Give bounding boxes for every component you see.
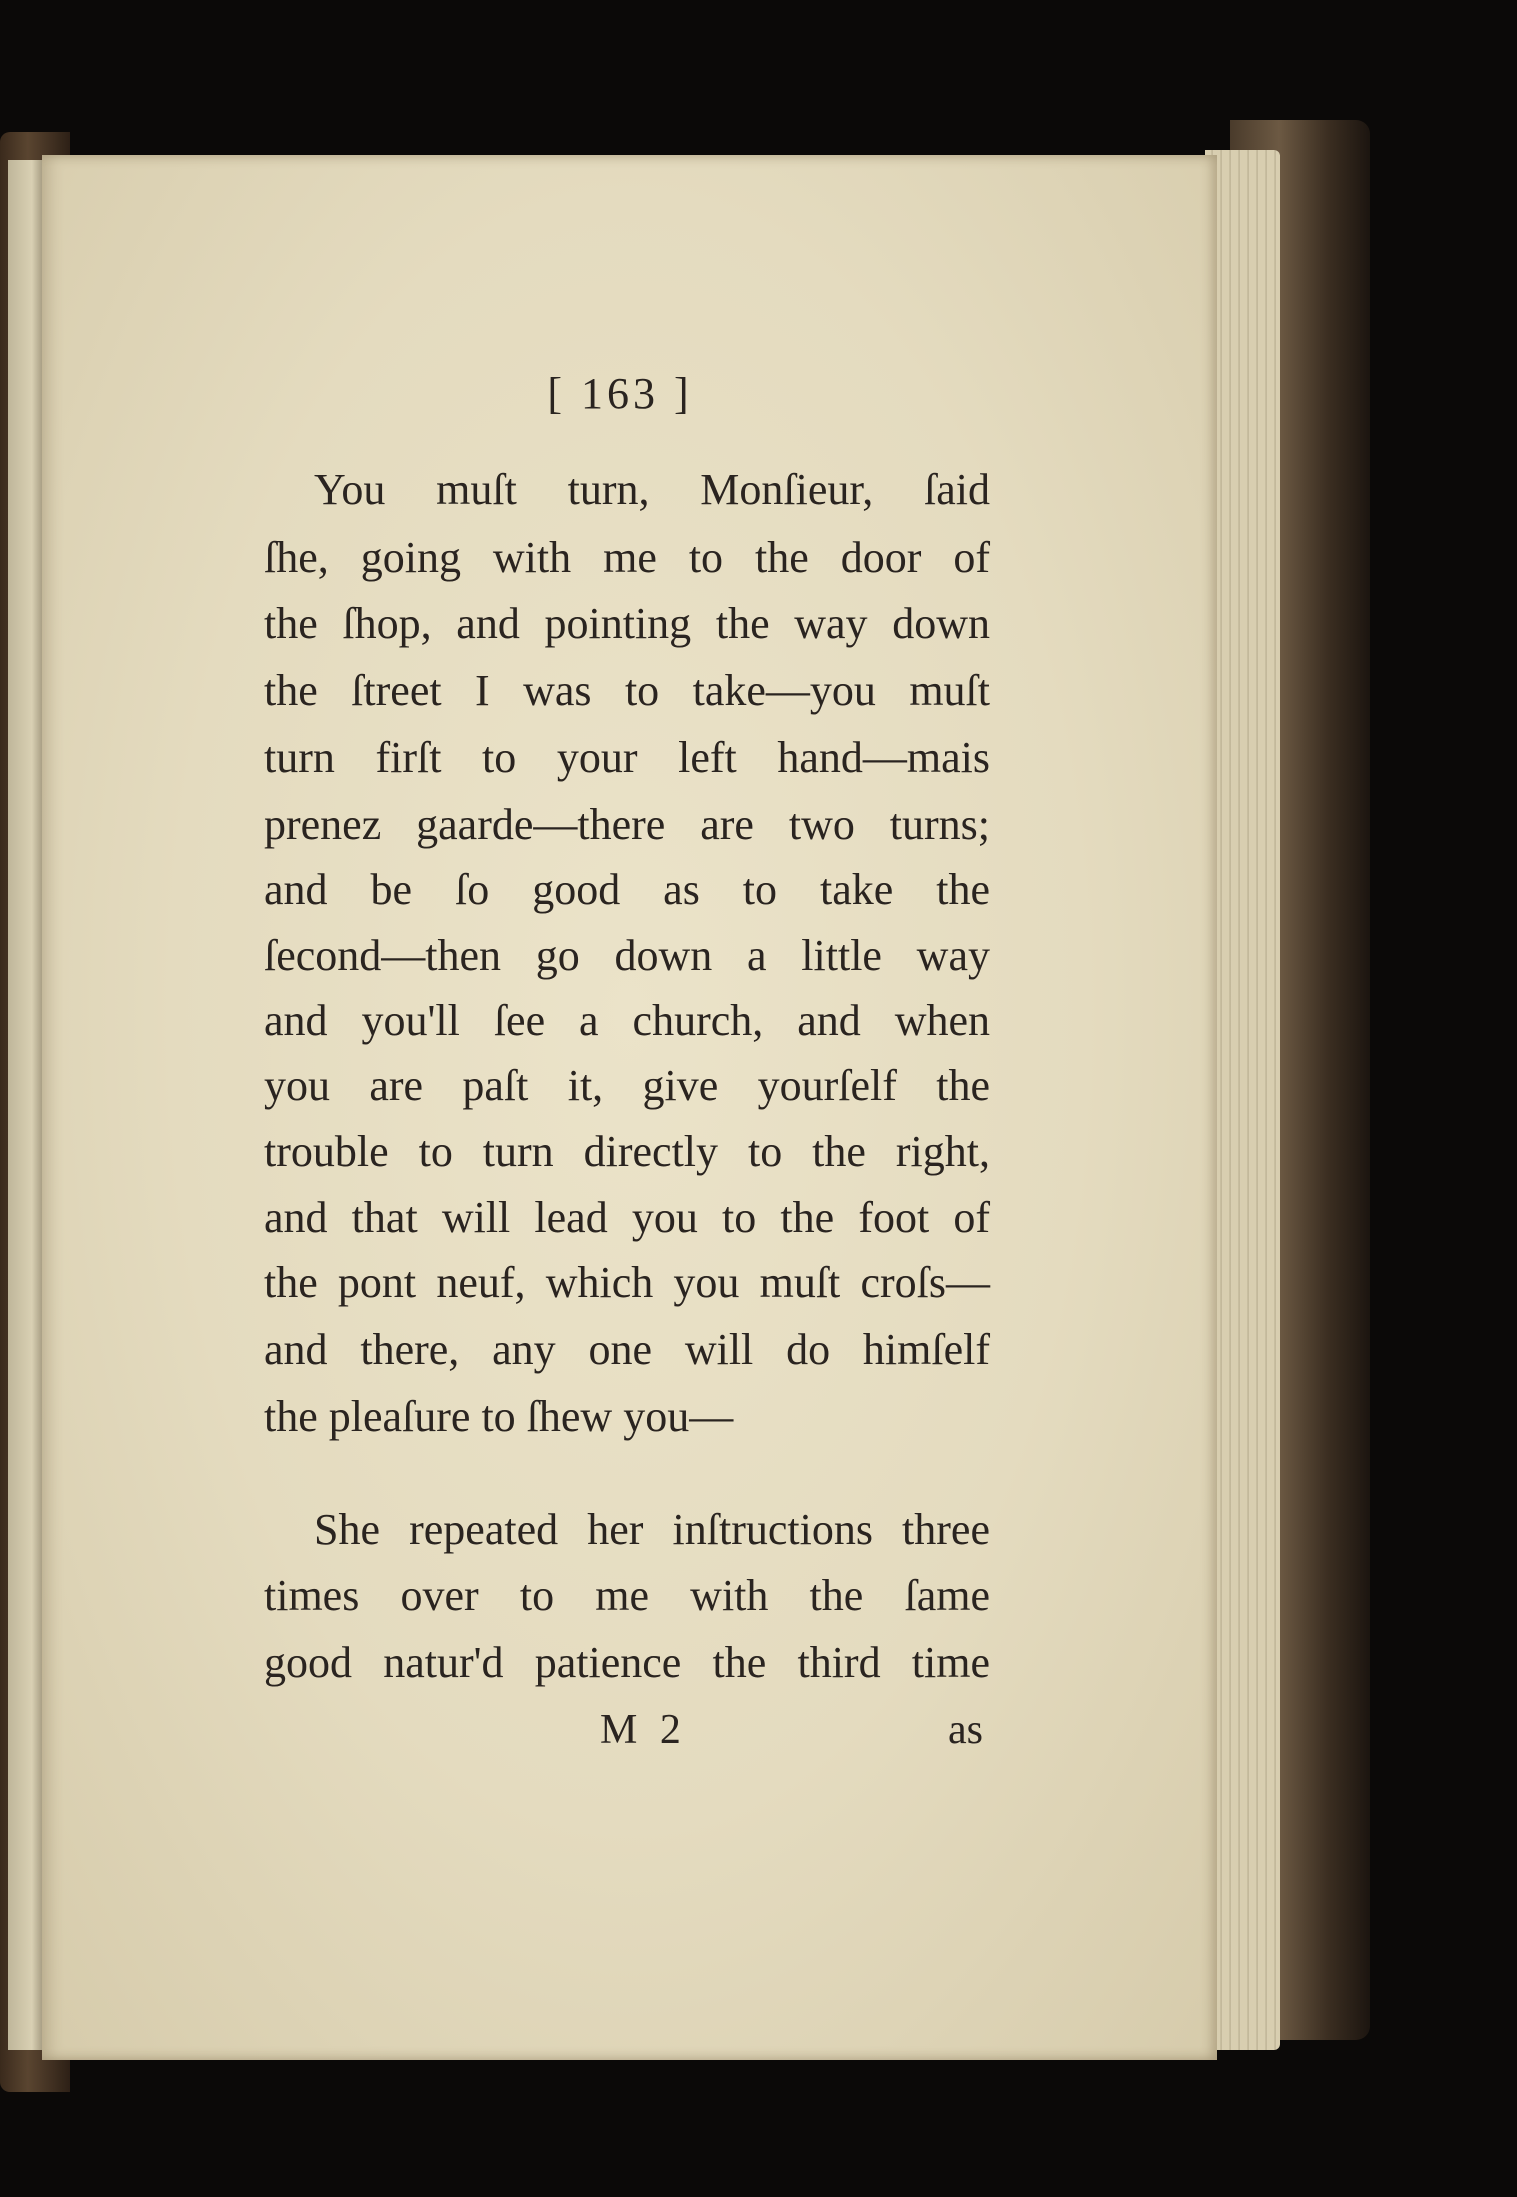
text-line: turn firſt to your left hand—mais [264, 733, 990, 782]
text-line: and there, any one will do himſelf [264, 1325, 990, 1374]
text-line: the ſtreet I was to take—you muſt [264, 666, 990, 715]
text-line: and that will lead you to the foot of [264, 1193, 990, 1242]
text-line: and be ſo good as to take the [264, 865, 990, 914]
signature-mark: M 2 [600, 1707, 687, 1753]
left-page-edge [8, 160, 42, 2050]
text-line: prenez gaarde—there are two turns; [264, 800, 990, 849]
text-line: and you'll ſee a church, and when [264, 996, 990, 1045]
text-line: trouble to turn directly to the right, [264, 1127, 990, 1176]
text-line: good natur'd patience the third time [264, 1638, 990, 1687]
text-line: times over to me with the ſame [264, 1571, 990, 1620]
text-line: ſhe, going with me to the door of [264, 533, 990, 582]
text-line: You muſt turn, Monſieur, ſaid [314, 465, 990, 514]
text-line: the pont neuf, which you muſt croſs— [264, 1258, 990, 1307]
text-line: you are paſt it, give yourſelf the [264, 1061, 990, 1110]
text-line: the pleaſure to ſhew you— [264, 1392, 734, 1441]
text-line: the ſhop, and pointing the way down [264, 599, 990, 648]
catchword: as [948, 1707, 983, 1753]
text-line: She repeated her inſtructions three [314, 1505, 990, 1554]
text-line: ſecond—then go down a little way [264, 931, 990, 980]
page-number-header: [ 163 ] [547, 369, 693, 418]
